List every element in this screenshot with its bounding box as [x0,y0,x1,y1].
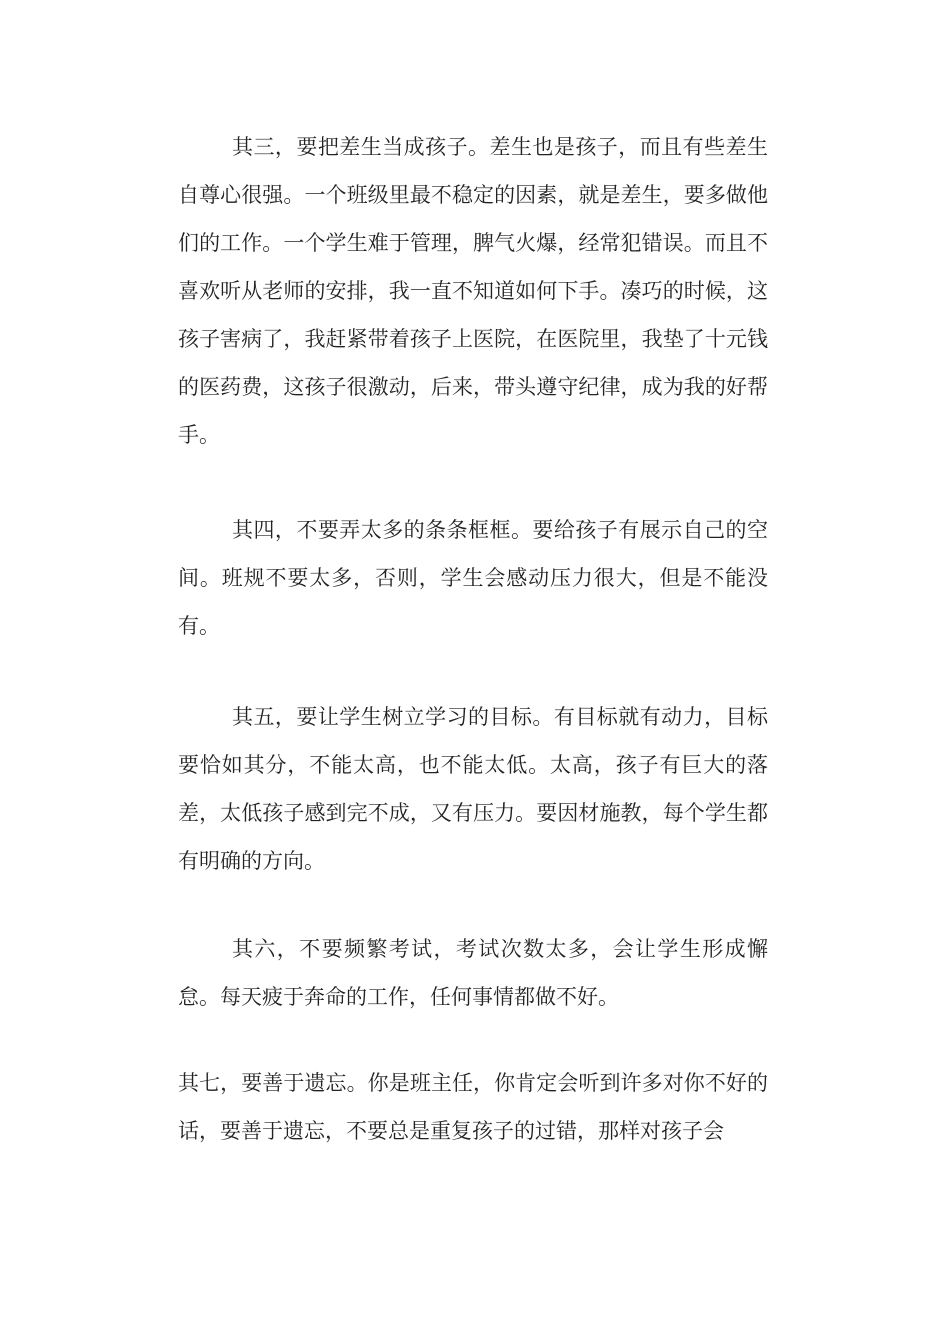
paragraph-five: 其五，要让学生树立学习的目标。有目标就有动力，目标要恰如其分，不能太高，也不能太低。太高，孩子有巨大的落差，太低孩子感到完不成，又有压力。要因材施教，每个学生都有明确的方向。 [178,705,768,873]
paragraph-three: 其三，要把差生当成孩子。差生也是孩子，而且有些差生自尊心很强。一个班级里最不稳定的因素，就是差生，要多做他们的工作。一个学生难于管理，脾气火爆，经常犯错误。而且不喜欢听从老师的安排，我一直不知道如何下手。凑巧的时候，这孩子害病了，我赶紧带着孩子上医院，在医院里，我垫了十元钱的医药费，这孩子很激动，后来，带头遵守纪律，成为我的好帮手。 [178,135,768,447]
paragraph-six: 其六，不要频繁考试，考试次数太多，会让学生形成懈怠。每天疲于奔命的工作，任何事情都做不好。 [178,937,768,1009]
paragraph-seven: 其七，要善于遗忘。你是班主任，你肯定会听到许多对你不好的话，要善于遗忘，不要总是重复孩子的过错，那样对孩子会 [178,1071,768,1143]
paragraph-four: 其四，不要弄太多的条条框框。要给孩子有展示自己的空间。班规不要太多，否则，学生会感动压力很大，但是不能没有。 [178,518,768,638]
